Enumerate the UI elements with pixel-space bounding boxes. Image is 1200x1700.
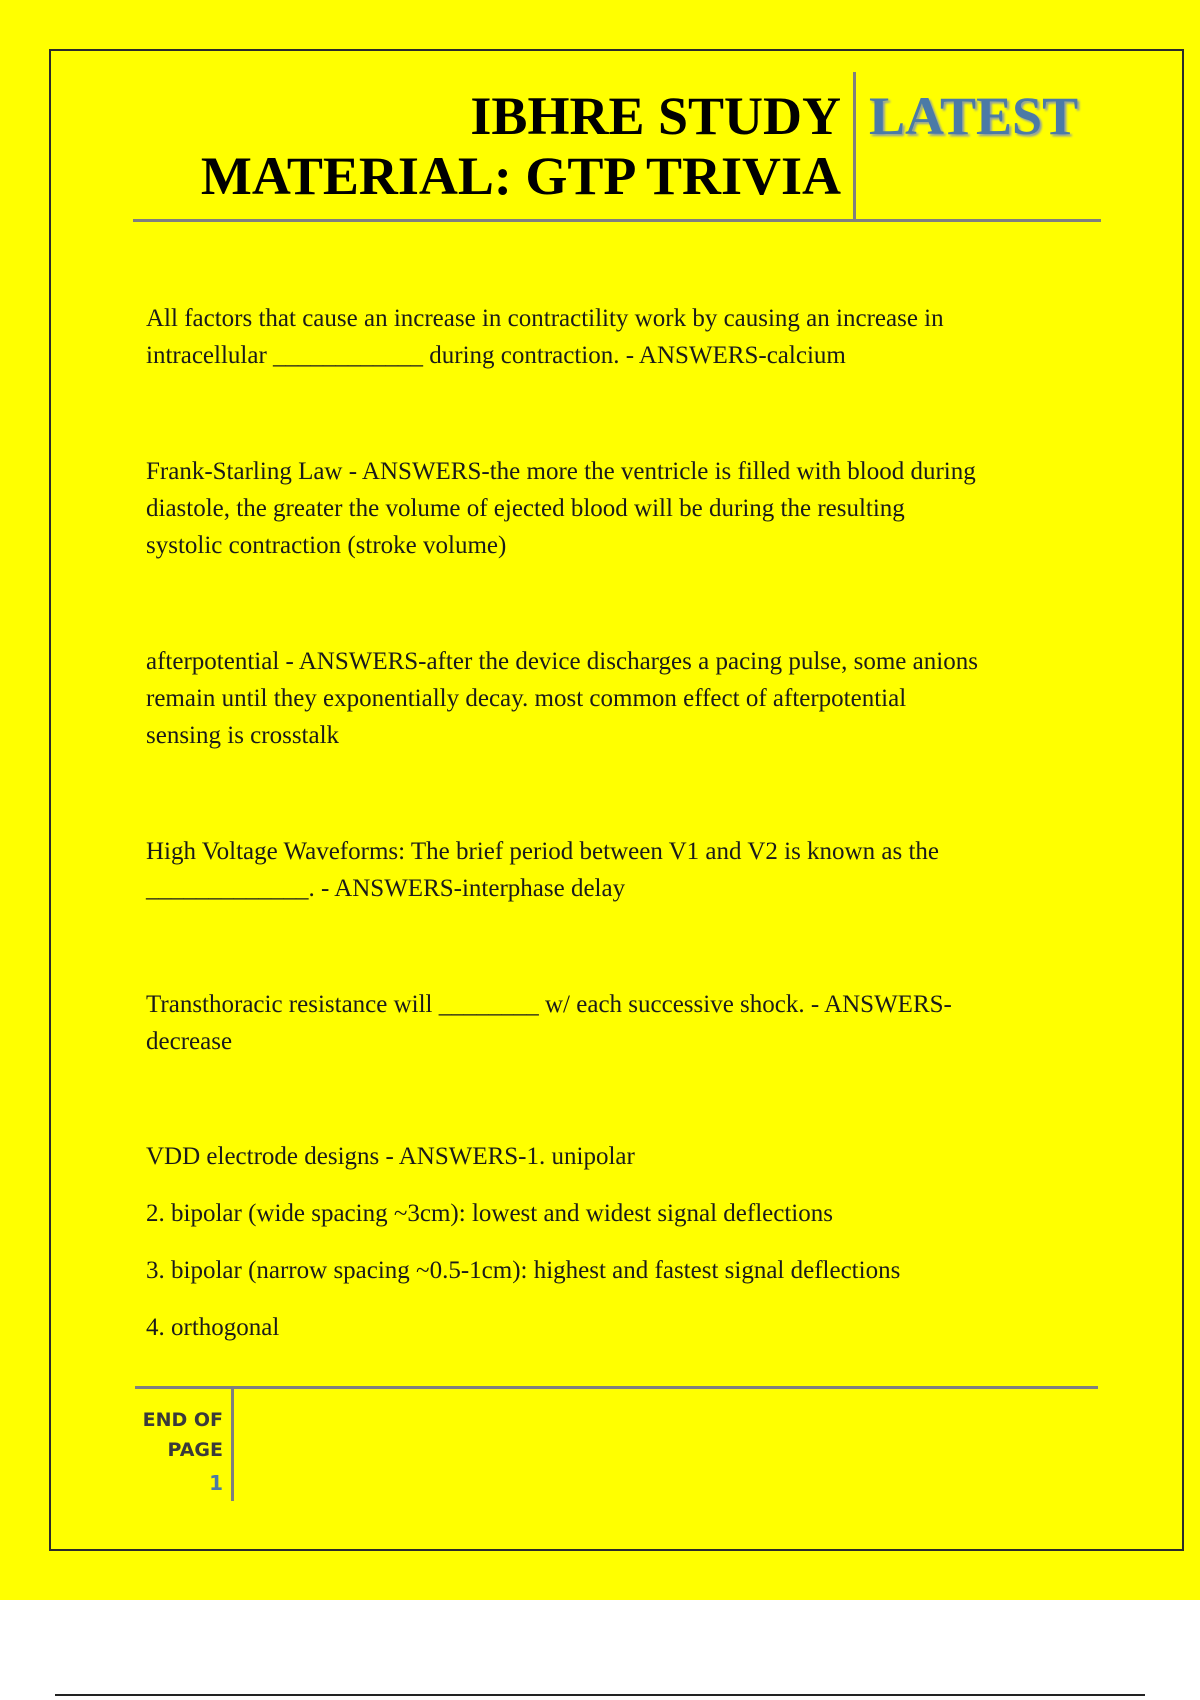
qa-line: systolic contraction (stroke volume): [146, 532, 507, 559]
list-item: 2. bipolar (wide spacing ~3cm): lowest and widest signal deflections: [146, 1200, 833, 1227]
qa-line: afterpotential - ANSWERS-after the device discharges a pacing pulse, some anions: [146, 648, 978, 675]
qa-item-interphase-delay: [146, 833, 939, 907]
qa-item-transthoracic: [146, 986, 952, 1060]
qa-line: _____________. - ANSWERS-interphase delay: [146, 875, 626, 902]
list-item: 4. orthogonal: [146, 1314, 280, 1341]
qa-item-afterpotential: [146, 643, 978, 754]
latest-tag: LATEST: [869, 86, 1079, 146]
document-header: [133, 72, 1101, 222]
qa-item-calcium: [146, 300, 944, 374]
qa-line: VDD electrode designs - ANSWERS-1. unipolar: [146, 1143, 635, 1170]
end-of-page-label: [135, 1405, 223, 1465]
title-line-2: MATERIAL: GTP TRIVIA: [200, 146, 841, 206]
qa-item-vdd-electrodes: [146, 1138, 900, 1346]
qa-line: sensing is crosstalk: [146, 722, 340, 749]
title-line-1: IBHRE STUDY: [470, 86, 841, 146]
qa-line: High Voltage Waveforms: The brief period between V1 and V2 is known as the: [146, 838, 939, 865]
footer-line-1: END OF: [142, 1409, 223, 1431]
header-divider: [853, 72, 856, 222]
qa-line: remain until they exponentially decay. most common effect of afterpotential: [146, 685, 907, 712]
qa-line: diastole, the greater the volume of ejected blood will be during the resulting: [146, 495, 905, 522]
page-number: 1: [209, 1471, 223, 1495]
page-footer: [135, 1386, 1098, 1501]
qa-line: Frank-Starling Law - ANSWERS-the more the ventricle is filled with blood during: [146, 458, 976, 485]
footer-divider: [231, 1389, 234, 1501]
qa-item-frank-starling: [146, 453, 976, 564]
qa-line: Transthoracic resistance will ________ w/ each successive shock. - ANSWERS-: [146, 991, 952, 1018]
document-title: [133, 86, 841, 206]
qa-line: intracellular ____________ during contraction. - ANSWERS-calcium: [146, 342, 846, 369]
footer-line-2: PAGE: [167, 1439, 223, 1461]
qa-line: All factors that cause an increase in contractility work by causing an increase in: [146, 305, 944, 332]
bottom-rule: [55, 1694, 1145, 1696]
list-item: 3. bipolar (narrow spacing ~0.5-1cm): highest and fastest signal deflections: [146, 1257, 901, 1284]
qa-line: decrease: [146, 1028, 233, 1055]
